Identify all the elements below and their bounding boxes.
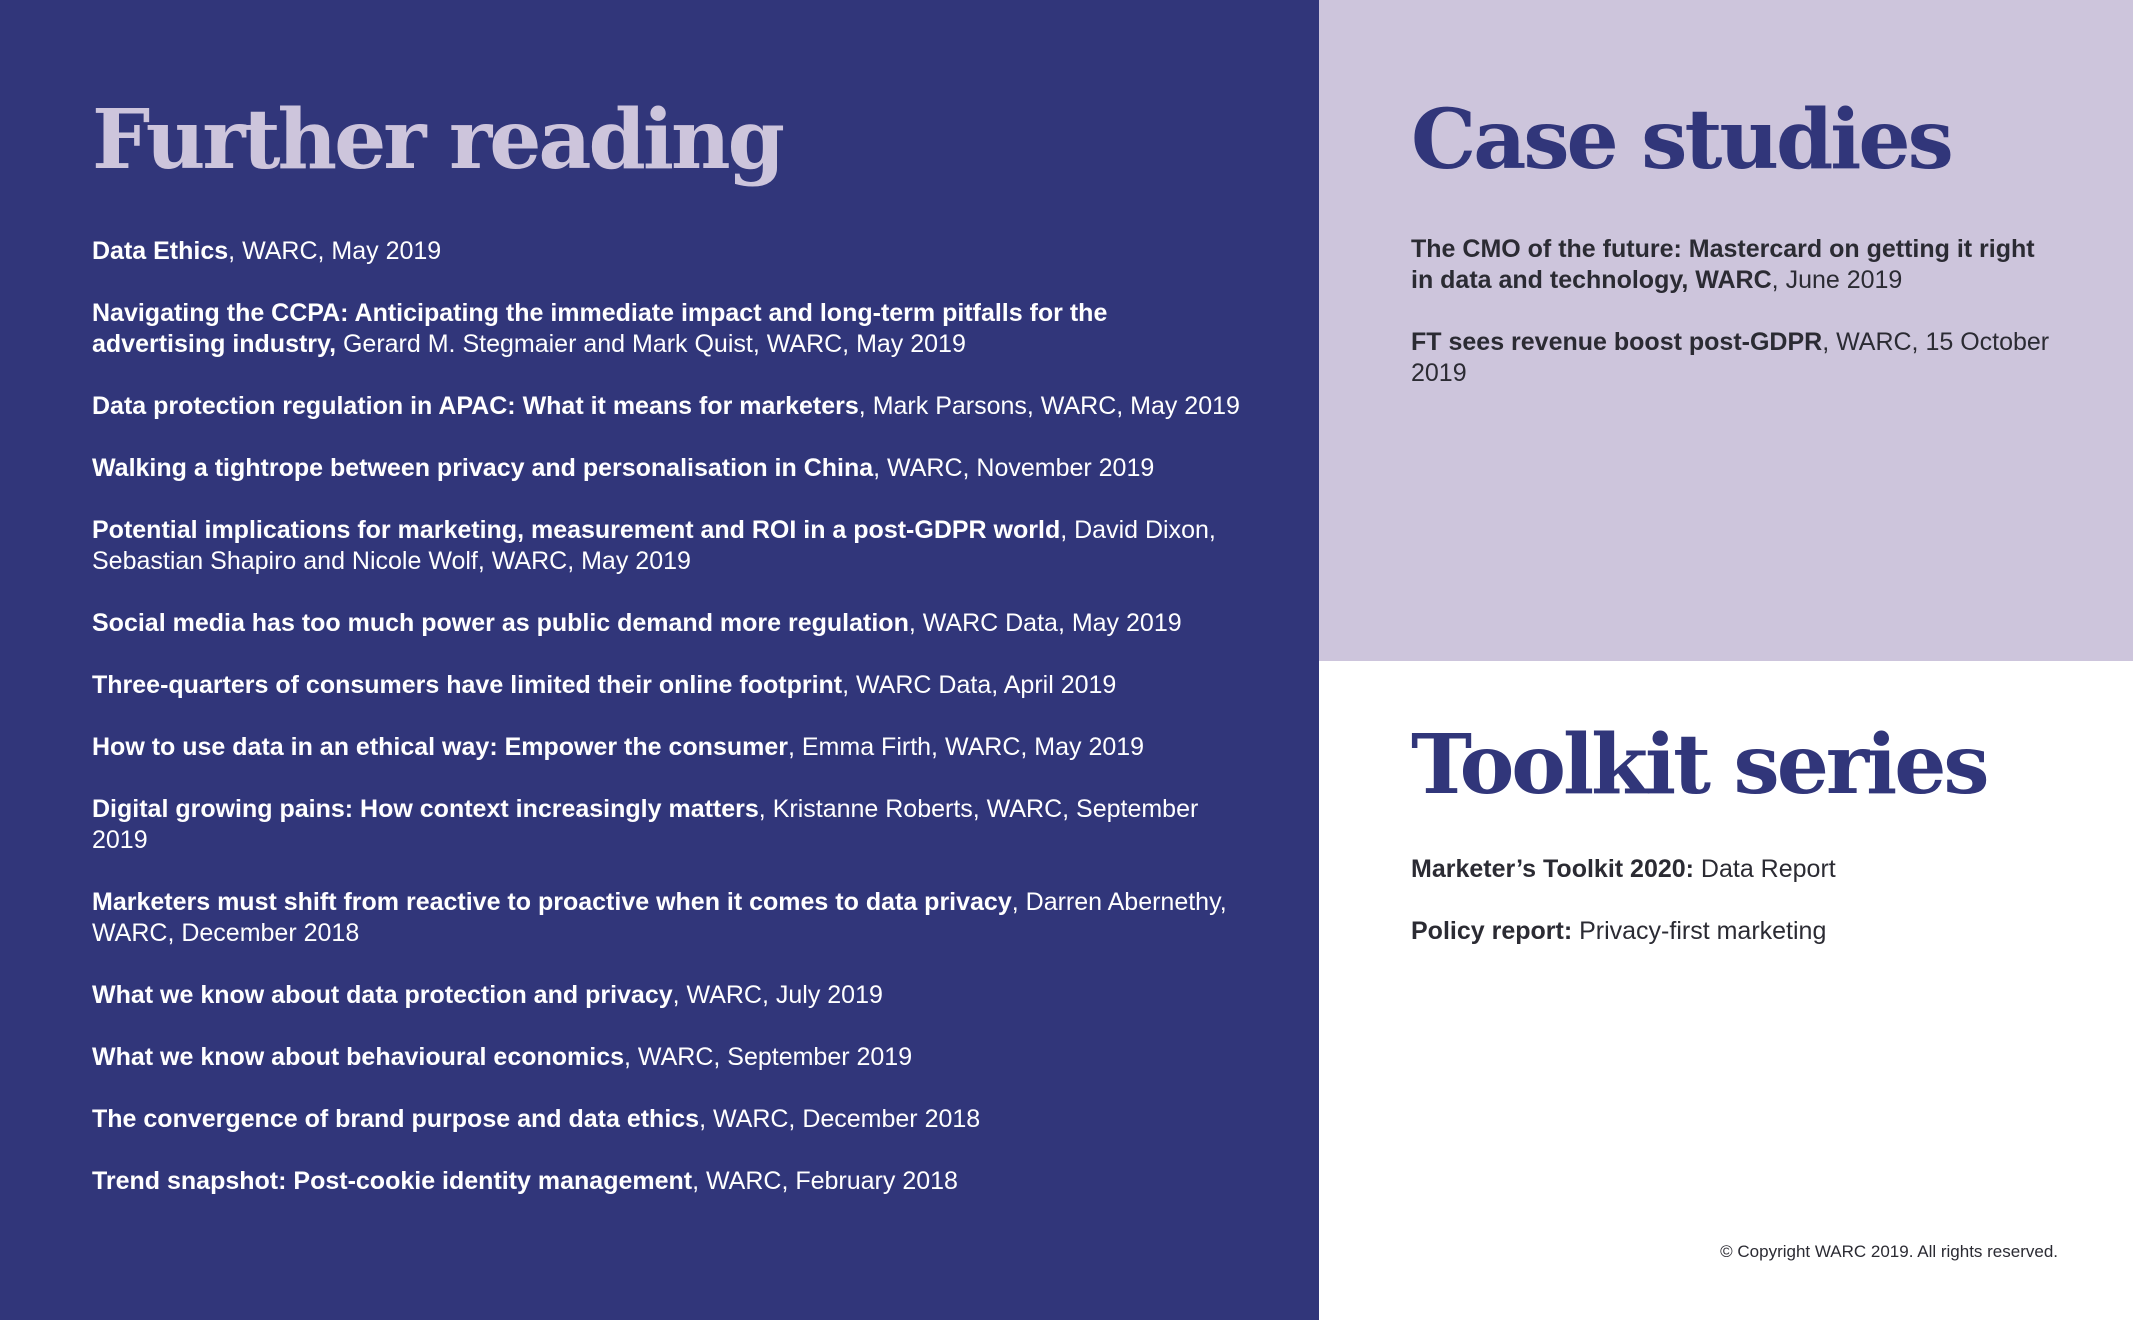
item-source: , WARC, November 2019 bbox=[873, 454, 1155, 482]
item-source: , WARC, September 2019 bbox=[624, 1043, 913, 1071]
item-title: Trend snapshot: Post-cookie identity management bbox=[92, 1167, 693, 1195]
item-title: Marketer’s Toolkit 2020: bbox=[1411, 855, 1694, 883]
further-reading-title: Further reading bbox=[92, 92, 782, 188]
item-title: The CMO of the future: Mastercard on getting it right in data and technology, WARC bbox=[1411, 235, 2035, 294]
item-source: Gerard M. Stegmaier and Mark Quist, WARC, May 2019 bbox=[336, 330, 966, 358]
item-title: Marketers must shift from reactive to proactive when it comes to data privacy bbox=[92, 888, 1012, 916]
list-item[interactable] bbox=[92, 980, 1242, 1011]
item-title: Policy report: bbox=[1411, 917, 1573, 945]
item-source: Data Report bbox=[1693, 855, 1836, 883]
item-source: , WARC, 15 October 2019 bbox=[1411, 328, 2050, 387]
list-item[interactable] bbox=[92, 236, 1242, 267]
item-source: , WARC, December 2018 bbox=[699, 1105, 981, 1133]
item-source: , David Dixon, Sebastian Shapiro and Nicole Wolf, WARC, May 2019 bbox=[92, 516, 1216, 575]
list-item[interactable] bbox=[92, 887, 1242, 949]
item-source: , Mark Parsons, WARC, May 2019 bbox=[858, 392, 1240, 420]
toolkit-series-list bbox=[1411, 854, 2051, 978]
item-source: , WARC Data, May 2019 bbox=[908, 609, 1182, 637]
item-title: FT sees revenue boost post-GDPR bbox=[1411, 328, 1823, 356]
list-item[interactable] bbox=[1411, 916, 2051, 947]
list-item[interactable] bbox=[92, 608, 1242, 639]
item-source: , June 2019 bbox=[1771, 266, 1903, 294]
item-title: Digital growing pains: How context increasingly matters bbox=[92, 795, 759, 823]
item-title: How to use data in an ethical way: Empower the consumer bbox=[92, 733, 788, 761]
list-item[interactable] bbox=[1411, 327, 2051, 389]
list-item[interactable] bbox=[92, 298, 1242, 360]
item-source: , Darren Abernethy, WARC, December 2018 bbox=[92, 888, 1227, 947]
copyright-notice: © Copyright WARC 2019. All rights reserved. bbox=[1720, 1242, 2058, 1261]
item-source: , WARC Data, April 2019 bbox=[842, 671, 1117, 699]
item-title: Three-quarters of consumers have limited their online footprint bbox=[92, 671, 843, 699]
list-item[interactable] bbox=[92, 1042, 1242, 1073]
list-item[interactable] bbox=[92, 1104, 1242, 1135]
item-source: , WARC, February 2018 bbox=[692, 1167, 958, 1195]
list-item[interactable] bbox=[92, 670, 1242, 701]
item-title: The convergence of brand purpose and data ethics bbox=[92, 1105, 700, 1133]
list-item[interactable] bbox=[92, 391, 1242, 422]
list-item[interactable] bbox=[92, 794, 1242, 856]
item-title: Potential implications for marketing, measurement and ROI in a post-GDPR world bbox=[92, 516, 1061, 544]
item-title: Social media has too much power as public demand more regulation bbox=[92, 609, 909, 637]
case-studies-list bbox=[1411, 234, 2051, 420]
item-title: Data protection regulation in APAC: What it means for marketers bbox=[92, 392, 859, 420]
toolkit-series-panel bbox=[1319, 661, 2133, 1320]
list-item[interactable] bbox=[92, 1166, 1242, 1197]
list-item[interactable] bbox=[92, 732, 1242, 763]
list-item[interactable] bbox=[1411, 854, 2051, 885]
list-item[interactable] bbox=[92, 515, 1242, 577]
list-item[interactable] bbox=[92, 453, 1242, 484]
case-studies-panel bbox=[1319, 0, 2133, 661]
list-item[interactable] bbox=[1411, 234, 2051, 296]
item-title: Data Ethics bbox=[92, 237, 229, 265]
item-source: Privacy-first marketing bbox=[1572, 917, 1827, 945]
further-reading-list bbox=[92, 236, 1242, 1228]
item-title: Walking a tightrope between privacy and personalisation in China bbox=[92, 454, 874, 482]
item-title: What we know about behavioural economics bbox=[92, 1043, 625, 1071]
case-studies-title: Case studies bbox=[1411, 92, 1951, 188]
item-source: , WARC, May 2019 bbox=[228, 237, 442, 265]
item-source: , Kristanne Roberts, WARC, September 2019 bbox=[92, 795, 1199, 854]
item-title: What we know about data protection and privacy bbox=[92, 981, 673, 1009]
item-title: Navigating the CCPA: Anticipating the immediate impact and long-term pitfalls for the advertising industry, bbox=[92, 299, 1108, 358]
item-source: , Emma Firth, WARC, May 2019 bbox=[787, 733, 1145, 761]
toolkit-series-title: Toolkit series bbox=[1411, 717, 1987, 813]
item-source: , WARC, July 2019 bbox=[672, 981, 883, 1009]
